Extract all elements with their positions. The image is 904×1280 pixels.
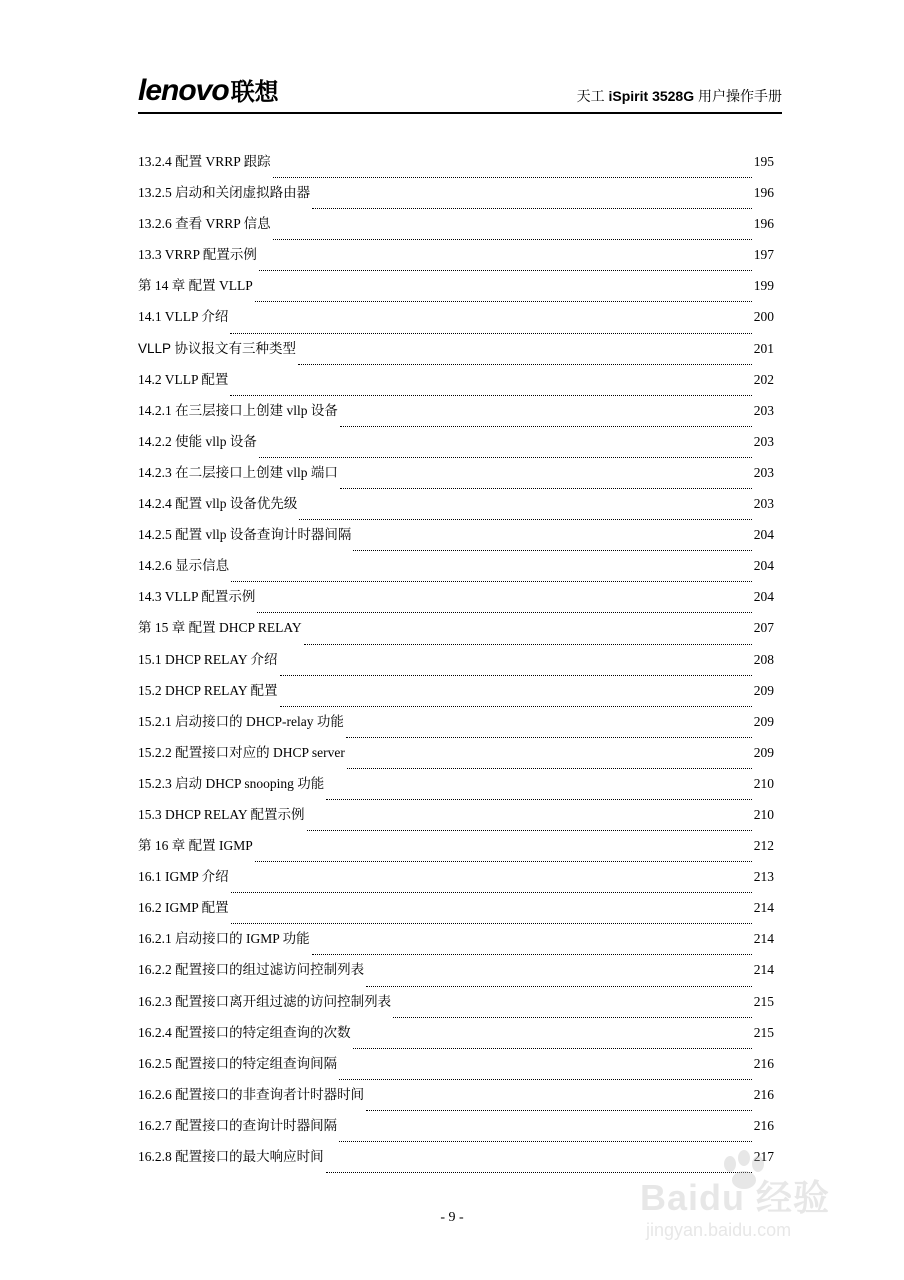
toc-entry[interactable] [138, 181, 774, 212]
toc-entry-page: 216 [753, 1086, 774, 1102]
toc-entry[interactable] [138, 212, 774, 243]
toc-leader-dots [339, 1078, 752, 1080]
toc-entry-title: 14.2 VLLP 配置 [138, 371, 229, 387]
toc-entry[interactable] [138, 274, 774, 305]
toc-entry[interactable] [138, 616, 774, 647]
toc-leader-dots [280, 705, 752, 707]
toc-entry-page: 212 [753, 838, 774, 854]
toc-entry[interactable] [138, 554, 774, 585]
toc-leader-dots [280, 674, 752, 676]
toc-entry[interactable] [138, 1114, 774, 1145]
toc-entry-title: 16.2.5 配置接口的特定组查询间隔 [138, 1055, 338, 1071]
toc-entry-title: 16.2.3 配置接口离开组过滤的访问控制列表 [138, 993, 392, 1009]
toc-entry-page: 216 [753, 1117, 774, 1133]
logo-cn-text: 联想 [230, 79, 279, 106]
toc-entry-title: 16.2.6 配置接口的非查询者计时器时间 [138, 1086, 365, 1102]
toc-entry-title: 14.2.4 配置 vllp 设备优先级 [138, 496, 298, 512]
toc-entry-page: 196 [753, 216, 774, 232]
toc-entry[interactable] [138, 834, 774, 865]
toc-entry-title: 16.2.8 配置接口的最大响应时间 [138, 1149, 324, 1164]
toc-leader-dots [298, 363, 752, 365]
toc-entry-title: 16.2.7 配置接口的查询计时器间隔 [138, 1117, 338, 1133]
toc-entry[interactable] [138, 461, 774, 492]
toc-entry-title: 第 16 章 配置 IGMP [138, 838, 253, 854]
page-header [138, 72, 782, 114]
page-number: - 9 - [440, 1210, 464, 1225]
toc-entry-title: 14.2.3 在二层接口上创建 vllp 端口 [138, 464, 338, 480]
manual-title [577, 86, 782, 106]
toc-entry-title: VLLP 协议报文有三种类型 [138, 340, 297, 356]
toc-entry[interactable] [138, 648, 774, 679]
toc-entry-title: 13.2.6 查看 VRRP 信息 [138, 216, 271, 232]
toc-entry-page: 210 [753, 806, 774, 822]
toc-entry-title: 13.2.5 启动和关闭虚拟路由器 [138, 185, 311, 201]
toc-leader-dots [255, 300, 752, 302]
toc-entry-title: 16.2.2 配置接口的组过滤访问控制列表 [138, 962, 365, 978]
toc-leader-dots [366, 985, 752, 987]
toc-entry[interactable] [138, 741, 774, 772]
toc-entry-page: 203 [753, 464, 774, 480]
watermark-brand: Baidu 经验 [640, 1177, 831, 1218]
watermark-url: jingyan.baidu.com [646, 1220, 792, 1240]
toc-entry[interactable] [138, 337, 774, 368]
toc-entry-title: 15.2.3 启动 DHCP snooping 功能 [138, 775, 325, 791]
toc-leader-dots [347, 767, 752, 769]
toc-entry-title: 16.1 IGMP 介绍 [138, 869, 229, 885]
toc-entry-page: 215 [753, 993, 774, 1009]
lenovo-logo [138, 76, 279, 108]
toc-entry-title: 15.2 DHCP RELAY 配置 [138, 682, 278, 698]
toc-leader-dots [231, 580, 752, 582]
toc-leader-dots [230, 394, 751, 396]
title-product: iSpirit 3528G [608, 88, 695, 104]
toc-entry-page: 213 [753, 869, 774, 885]
toc-leader-dots [231, 922, 752, 924]
toc-entry-page: 216 [753, 1055, 774, 1071]
toc-leader-dots [273, 176, 752, 178]
toc-entry-page: 214 [753, 962, 774, 978]
toc-entry-page: 197 [753, 247, 774, 263]
toc-entry-title: 15.3 DHCP RELAY 配置示例 [138, 806, 305, 822]
toc-entry-page: 215 [753, 1024, 774, 1040]
toc-entry-page: 203 [753, 496, 774, 512]
toc-entry-page: 214 [753, 900, 774, 916]
toc-entry-title: 13.3 VRRP 配置示例 [138, 247, 257, 263]
toc-leader-dots [339, 1140, 752, 1142]
toc-entry-page: 204 [753, 558, 774, 574]
logo-text: lenovo [138, 74, 229, 107]
toc-leader-dots [312, 207, 752, 209]
toc-leader-dots [353, 1047, 752, 1049]
toc-entry-page: 209 [753, 713, 774, 729]
toc-entry[interactable] [138, 896, 774, 927]
toc-entry[interactable] [138, 1052, 774, 1083]
toc-entry-page: 214 [753, 931, 774, 947]
toc-leader-dots [273, 238, 752, 240]
toc-entry-page: 209 [753, 744, 774, 760]
toc-entry-title: 15.1 DHCP RELAY 介绍 [138, 651, 278, 667]
toc-entry-page: 196 [753, 185, 774, 201]
toc-entry-title: 14.2.1 在三层接口上创建 vllp 设备 [138, 402, 338, 418]
toc-entry-title: 14.2.2 使能 vllp 设备 [138, 433, 257, 449]
toc-entry[interactable] [138, 679, 774, 710]
toc-entry[interactable] [138, 927, 774, 958]
title-prefix: 天工 [576, 88, 609, 104]
toc-entry-title: 14.2.6 显示信息 [138, 558, 230, 574]
toc-leader-dots [230, 332, 751, 334]
toc-entry[interactable] [138, 958, 774, 989]
toc-entry-title: 15.2.1 启动接口的 DHCP-relay 功能 [138, 713, 344, 729]
table-of-contents [138, 150, 774, 1176]
toc-leader-dots [340, 425, 752, 427]
toc-entry-page: 217 [753, 1149, 774, 1164]
toc-entry[interactable] [138, 803, 774, 834]
toc-entry-title: 14.1 VLLP 介绍 [138, 309, 229, 325]
toc-entry-title: 14.2.5 配置 vllp 设备查询计时器间隔 [138, 527, 352, 543]
toc-entry[interactable] [138, 150, 774, 181]
toc-entry-page: 202 [753, 371, 774, 387]
baidu-watermark [640, 1150, 850, 1250]
toc-entry[interactable] [138, 990, 774, 1021]
toc-leader-dots [346, 736, 752, 738]
toc-entry-page: 200 [753, 309, 774, 325]
title-suffix: 用户操作手册 [694, 88, 782, 104]
toc-entry-title: 15.2.2 配置接口对应的 DHCP server [138, 744, 345, 760]
toc-leader-dots [255, 860, 752, 862]
toc-leader-dots [393, 1016, 752, 1018]
toc-entry[interactable] [138, 1021, 774, 1052]
toc-entry[interactable] [138, 523, 774, 554]
toc-entry-title: 16.2 IGMP 配置 [138, 900, 229, 916]
toc-leader-dots [259, 456, 752, 458]
toc-entry[interactable] [138, 865, 774, 896]
toc-entry-page: 208 [753, 651, 774, 667]
toc-leader-dots [259, 269, 752, 271]
toc-entry[interactable] [138, 772, 774, 803]
toc-entry[interactable] [138, 710, 774, 741]
toc-entry-page: 201 [753, 340, 774, 356]
toc-entry[interactable] [138, 492, 774, 523]
toc-entry-title: 第 14 章 配置 VLLP [138, 278, 253, 294]
toc-entry[interactable] [138, 243, 774, 274]
toc-leader-dots [304, 643, 752, 645]
toc-leader-dots [326, 798, 751, 800]
toc-entry-page: 203 [753, 402, 774, 418]
toc-leader-dots [340, 487, 752, 489]
toc-leader-dots [312, 953, 752, 955]
toc-entry[interactable] [138, 430, 774, 461]
toc-leader-dots [257, 611, 751, 613]
toc-entry-page: 209 [753, 682, 774, 698]
toc-entry-page: 199 [753, 278, 774, 294]
toc-entry-page: 204 [753, 527, 774, 543]
toc-entry-page: 203 [753, 433, 774, 449]
toc-entry[interactable] [138, 399, 774, 430]
toc-entry[interactable] [138, 1083, 774, 1114]
toc-entry-title: 14.3 VLLP 配置示例 [138, 589, 256, 605]
toc-entry-page: 207 [753, 620, 774, 636]
toc-entry[interactable] [138, 368, 774, 399]
toc-entry-title: 16.2.4 配置接口的特定组查询的次数 [138, 1024, 351, 1040]
toc-entry-title: 13.2.4 配置 VRRP 跟踪 [138, 154, 271, 169]
toc-entry-title: 16.2.1 启动接口的 IGMP 功能 [138, 931, 310, 947]
toc-entry[interactable] [138, 305, 774, 336]
toc-entry-page: 210 [753, 775, 774, 791]
toc-entry-page: 204 [753, 589, 774, 605]
toc-leader-dots [299, 518, 751, 520]
header-rule [138, 112, 782, 114]
toc-entry-title: 第 15 章 配置 DHCP RELAY [138, 620, 302, 636]
toc-entry[interactable] [138, 585, 774, 616]
toc-entry-page: 195 [753, 154, 774, 169]
toc-leader-dots [307, 829, 752, 831]
toc-leader-dots [366, 1109, 752, 1111]
toc-leader-dots [353, 549, 751, 551]
toc-leader-dots [231, 891, 752, 893]
